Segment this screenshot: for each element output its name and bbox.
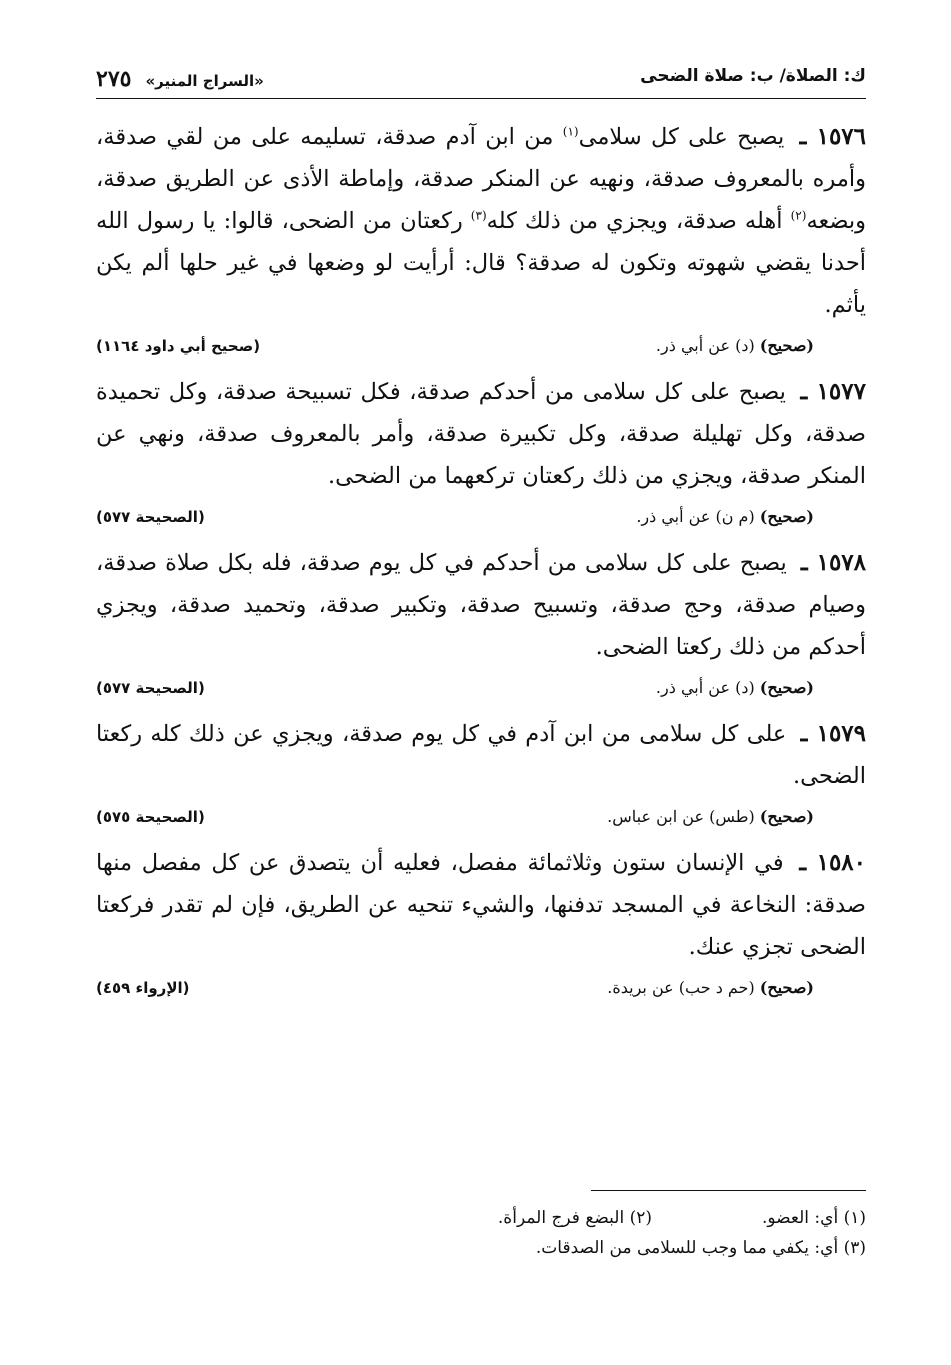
source-text: (د) عن أبي ذر. <box>655 336 760 355</box>
hadith-1576 <box>96 116 866 355</box>
hadith-reference: (الإرواء ٤٥٩) <box>96 979 190 997</box>
hadith-text <box>96 713 866 797</box>
hadith-text-part: يصبح على كل سلامى من أحدكم في كل يوم صدقة، فله بكل صلاة صدقة، وصيام صدقة، وحج صدقة، وتسبيح صدقة، وتكبير صدقة، وتحميد صدقة، ويجزي أحدكم من ذلك ركعتا الضحى. <box>96 550 866 660</box>
hadith-1577 <box>96 371 866 526</box>
hadith-source <box>656 678 814 697</box>
footnote-marker: (٣) <box>470 208 487 223</box>
source-text: (د) عن أبي ذر. <box>655 678 760 697</box>
hadith-text-part: يصبح على كل سلامى من أحدكم صدقة، فكل تسبيحة صدقة، وكل تحميدة صدقة، وكل تهليلة صدقة، وكل تكبيرة صدقة، وأمر بالمعروف صدقة، ونهي عن المنكر صدقة، ويجزي من ذلك ركعتان تركعهما من الضحى. <box>96 379 866 489</box>
footnote-marker: (١) <box>562 124 579 139</box>
grade-row <box>96 678 866 697</box>
hadith-number: ١٥٧٩ ـ <box>800 720 867 747</box>
grade-row <box>96 507 866 526</box>
hadith-grade: (صحيح) <box>759 807 814 826</box>
grade-row <box>96 807 866 826</box>
hadith-number: ١٥٧٨ ـ <box>800 549 867 576</box>
hadith-reference: (الصحيحة ٥٧٥) <box>96 808 205 826</box>
hadith-number: ١٥٧٦ ـ <box>799 123 867 150</box>
footnote-3: (٣) أي: يكفي مما وجب للسلامى من الصدقات. <box>535 1238 866 1258</box>
hadith-source <box>607 978 814 997</box>
hadith-text-part: من ابن آدم صدقة، تسليمه على من لقي صدقة، وأمره بالمعروف صدقة، ونهيه عن المنكر صدقة، وإماطة الأذى عن الطريق صدقة، وبضعه <box>96 124 866 234</box>
hadith-text-part: على كل سلامى من ابن آدم في كل يوم صدقة، ويجزي عن ذلك كله ركعتا الضحى. <box>96 721 866 789</box>
page <box>96 58 866 1348</box>
header-rule <box>96 98 866 99</box>
chapter-heading: ك: الصلاة/ ب: صلاة الضحى <box>640 66 866 86</box>
grade-row <box>96 336 866 355</box>
footnote-line <box>96 1203 866 1233</box>
footnote-1: (١) أي: العضو. <box>761 1208 866 1228</box>
header-left <box>96 66 264 92</box>
hadith-text-part: ركعتان من الضحى، قالوا: يا رسول الله أحدنا يقضي شهوته وتكون له صدقة؟ قال: أرأيت لو وضعها في غير حلها ألم يكن يأثم. <box>96 208 866 318</box>
hadith-source <box>636 507 814 526</box>
hadith-text <box>96 116 866 326</box>
footnote-rule <box>591 1190 866 1191</box>
source-text: (حم د حب) عن بريدة. <box>607 978 760 997</box>
book-title: «السراج المنير» <box>145 72 264 90</box>
footnote-line <box>96 1233 866 1263</box>
source-text: (طس) عن ابن عباس. <box>607 807 760 826</box>
hadith-reference: (الصحيحة ٥٧٧) <box>96 679 205 697</box>
hadith-source <box>656 336 814 355</box>
hadith-1578 <box>96 542 866 697</box>
source-text: (م ن) عن أبي ذر. <box>636 507 760 526</box>
hadith-reference: (الصحيحة ٥٧٧) <box>96 508 205 526</box>
hadith-source <box>607 807 814 826</box>
hadith-grade: (صحيح) <box>759 336 814 355</box>
grade-row <box>96 978 866 997</box>
footnote-2: (٢) البضع فرج المرأة. <box>497 1208 652 1228</box>
hadith-text-part: يصبح على كل سلامى <box>578 124 785 150</box>
hadith-grade: (صحيح) <box>759 978 814 997</box>
hadith-number: ١٥٧٧ ـ <box>800 378 866 405</box>
hadith-text-part: في الإنسان ستون وثلاثمائة مفصل، فعليه أن يتصدق عن كل مفصل منها صدقة: النخاعة في المسجد تدفنها، والشيء تنحيه عن الطريق، فإن لم تقدر فركعتا الضحى تجزي عنك. <box>96 850 866 960</box>
hadith-text <box>96 842 866 968</box>
hadith-reference: (صحيح أبي داود ١١٦٤) <box>96 337 261 355</box>
footnotes <box>96 1190 866 1263</box>
hadith-text-part: أهله صدقة، ويجزي من ذلك كله <box>486 208 791 234</box>
hadith-grade: (صحيح) <box>759 678 814 697</box>
hadith-grade: (صحيح) <box>759 507 814 526</box>
page-header <box>96 58 866 100</box>
page-number: ٢٧٥ <box>96 66 132 92</box>
hadith-number: ١٥٨٠ ـ <box>799 849 867 876</box>
hadith-text <box>96 542 866 668</box>
hadith-text <box>96 371 866 497</box>
hadith-1579 <box>96 713 866 826</box>
footnote-marker: (٢) <box>790 208 807 223</box>
hadith-1580 <box>96 842 866 997</box>
